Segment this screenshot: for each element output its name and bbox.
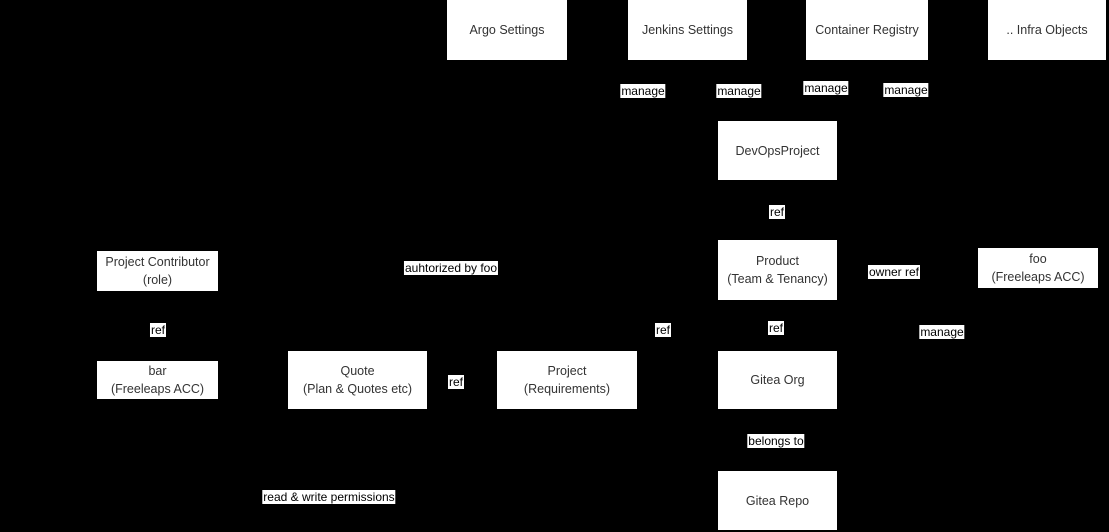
node-label: Product xyxy=(755,254,800,268)
edge-label-ref-contributor-bar: ref xyxy=(150,323,166,337)
node-label: DevOpsProject xyxy=(735,143,820,158)
node-label: (Freeleaps ACC) xyxy=(991,270,1085,284)
edge-label-owner-ref: owner ref xyxy=(868,265,920,279)
edge-label-ref-devops-product: ref xyxy=(769,205,785,219)
node-argo-settings xyxy=(447,0,567,60)
node-label: Quote xyxy=(340,364,375,378)
node-label: bar xyxy=(148,364,167,378)
node-gitea-repo xyxy=(718,471,837,530)
edge-label-manage-argo: manage xyxy=(621,84,665,98)
node-container-registry xyxy=(806,0,928,60)
node-label: Gitea Repo xyxy=(745,493,810,508)
node-quote xyxy=(288,351,427,409)
node-foo-account xyxy=(978,248,1098,288)
node-label: (Freeleaps ACC) xyxy=(110,382,205,396)
node-product xyxy=(718,240,837,300)
edge-label-manage-infra: manage xyxy=(884,83,928,97)
node-label: (Team & Tenancy) xyxy=(727,272,828,286)
edge-label-ref-project-product: ref xyxy=(655,323,671,337)
node-gitea-org xyxy=(718,351,837,409)
node-label: Project Contributor xyxy=(105,255,210,269)
edge-label-manage-registry: manage xyxy=(804,81,848,95)
edge-label-read-write-permissions: read & write permissions xyxy=(263,490,395,504)
node-jenkins-settings xyxy=(628,0,747,60)
node-bar-account xyxy=(97,361,218,399)
node-infra-objects xyxy=(988,0,1106,60)
node-label: foo xyxy=(1029,252,1047,266)
edge-label-authorized-by-foo: auhtorized by foo xyxy=(404,261,498,275)
node-label: Container Registry xyxy=(815,23,919,37)
edge-label-manage-jenkins: manage xyxy=(717,84,761,98)
node-label: Gitea Org xyxy=(750,373,805,387)
edge-label-manage-foo-gitea: manage xyxy=(920,325,964,339)
node-label: (Plan & Quotes etc) xyxy=(302,382,413,396)
node-project xyxy=(497,351,637,409)
node-label: .. Infra Objects xyxy=(1006,23,1088,37)
edge-label-ref-quote-project: ref xyxy=(448,375,464,389)
node-project-contributor xyxy=(97,251,218,291)
node-label: (Requirements) xyxy=(523,382,611,396)
node-label: Project xyxy=(547,364,587,378)
node-label: (role) xyxy=(142,273,173,287)
node-label: Argo Settings xyxy=(469,23,545,37)
edge-label-belongs-to: belongs to xyxy=(748,434,804,448)
edge-label-ref-product-gitea: ref xyxy=(768,321,784,335)
node-devops-project xyxy=(718,121,837,180)
node-label: Jenkins Settings xyxy=(641,23,734,37)
